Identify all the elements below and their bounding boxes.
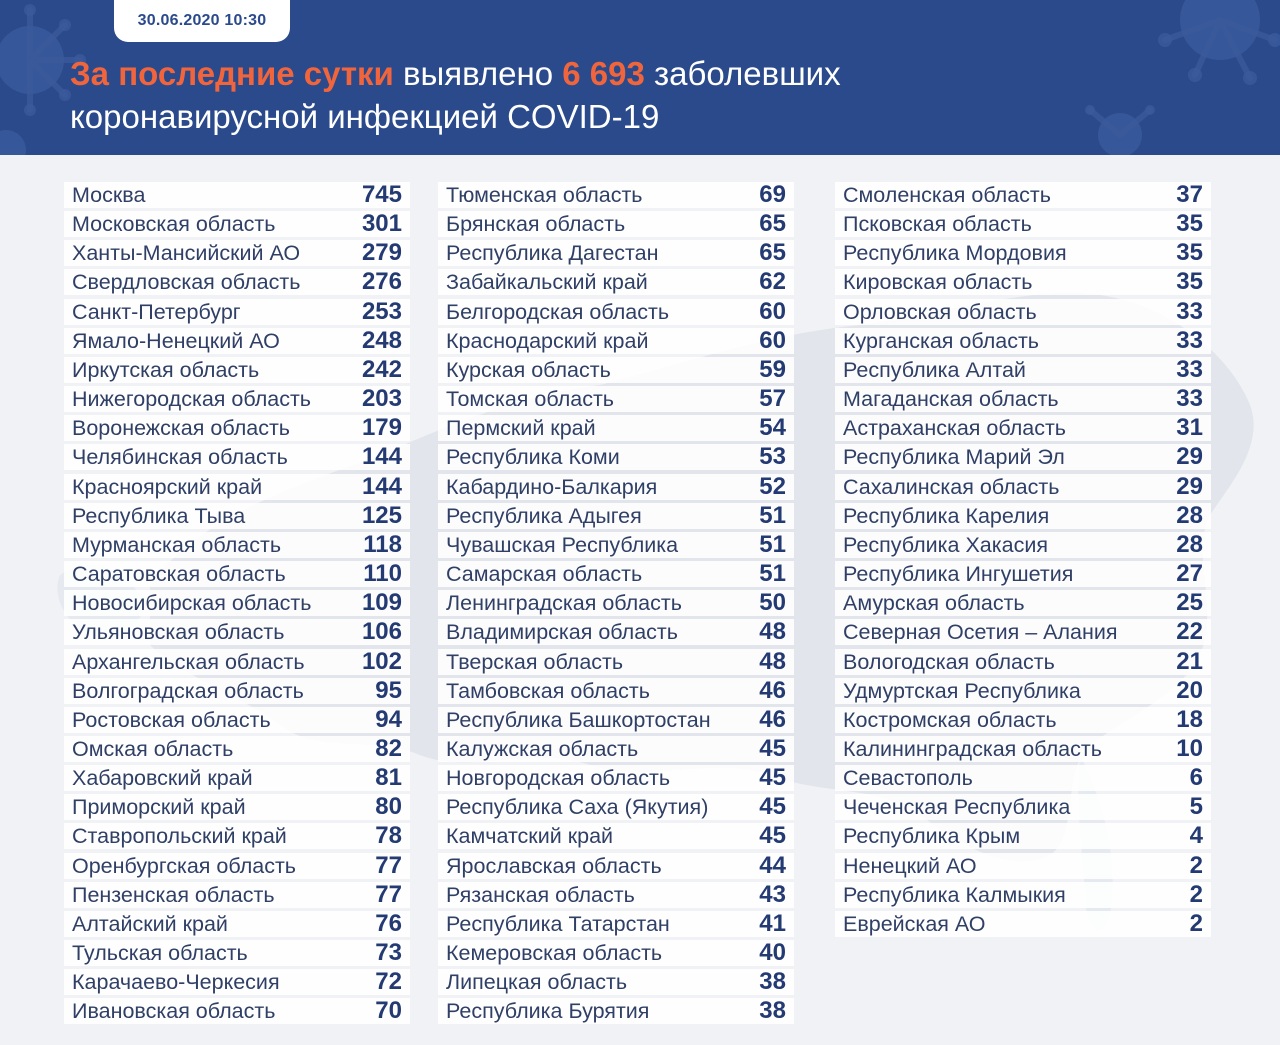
region-name: Мурманская область <box>72 532 282 557</box>
region-name: Республика Крым <box>843 824 1021 849</box>
case-count: 33 <box>1176 385 1203 413</box>
region-row <box>64 328 410 354</box>
case-count: 82 <box>375 734 402 762</box>
headline <box>70 52 1170 138</box>
case-count: 52 <box>759 472 786 500</box>
region-name: Камчатский край <box>446 824 614 849</box>
region-row <box>835 853 1211 879</box>
region-name: Саратовская область <box>72 562 286 587</box>
case-count: 45 <box>759 764 786 792</box>
region-row <box>835 619 1211 645</box>
region-name: Иркутская область <box>72 357 260 382</box>
case-count: 242 <box>361 355 402 383</box>
case-count: 50 <box>759 589 786 617</box>
region-name: Северная Осетия – Алания <box>843 620 1118 645</box>
case-count: 29 <box>1176 472 1203 500</box>
region-name: Забайкальский край <box>446 270 648 295</box>
case-count: 125 <box>361 501 402 529</box>
region-name: Республика Карелия <box>843 503 1050 528</box>
region-name: Самарская область <box>446 562 643 587</box>
region-name: Республика Татарстан <box>446 911 670 936</box>
region-name: Кемеровская область <box>446 941 663 966</box>
case-count: 203 <box>361 385 402 413</box>
region-row <box>64 299 410 325</box>
case-count: 6 <box>1189 764 1203 792</box>
case-count: 70 <box>375 997 402 1025</box>
region-name: Калининградская область <box>843 736 1102 761</box>
region-name: Ставропольский край <box>72 824 287 849</box>
case-count: 51 <box>759 560 786 588</box>
region-name: Республика Бурятия <box>446 999 650 1024</box>
region-name: Пензенская область <box>72 882 275 907</box>
region-name: Амурская область <box>843 591 1025 616</box>
date-badge: 30.06.2020 10:30 <box>114 0 290 42</box>
region-row <box>64 649 410 675</box>
region-column-3 <box>835 182 1211 940</box>
region-name: Республика Саха (Якутия) <box>446 795 709 820</box>
region-row <box>835 240 1211 266</box>
region-row <box>64 853 410 879</box>
region-name: Республика Башкортостан <box>446 707 711 732</box>
region-row <box>438 794 794 820</box>
region-column-1 <box>64 182 410 1028</box>
case-count: 81 <box>375 764 402 792</box>
region-name: Воронежская область <box>72 416 290 441</box>
case-count: 279 <box>361 239 402 267</box>
region-row <box>438 619 794 645</box>
region-row <box>64 386 410 412</box>
case-count: 43 <box>759 880 786 908</box>
case-count: 51 <box>759 501 786 529</box>
region-row <box>64 415 410 441</box>
case-count: 72 <box>375 968 402 996</box>
case-count: 28 <box>1176 501 1203 529</box>
region-name: Владимирская область <box>446 620 678 645</box>
case-count: 57 <box>759 385 786 413</box>
region-row <box>438 969 794 995</box>
case-count: 41 <box>759 909 786 937</box>
case-count: 4 <box>1189 822 1203 850</box>
region-name: Севастополь <box>843 766 973 791</box>
case-count: 2 <box>1189 909 1203 937</box>
region-name: Костромская область <box>843 707 1057 732</box>
region-name: Брянская область <box>446 212 626 237</box>
case-count: 25 <box>1176 589 1203 617</box>
region-row <box>64 911 410 937</box>
case-count: 179 <box>361 414 402 442</box>
case-count: 45 <box>759 793 786 821</box>
region-row <box>835 444 1211 470</box>
region-name: Свердловская область <box>72 270 301 295</box>
region-row <box>438 765 794 791</box>
region-name: Тюменская область <box>446 183 643 207</box>
case-count: 51 <box>759 530 786 558</box>
region-name: Республика Тыва <box>72 503 246 528</box>
case-count: 53 <box>759 443 786 471</box>
case-count: 76 <box>375 909 402 937</box>
case-count: 27 <box>1176 560 1203 588</box>
case-count: 2 <box>1189 851 1203 879</box>
region-row <box>438 532 794 558</box>
region-name: Рязанская область <box>446 882 635 907</box>
region-row <box>438 590 794 616</box>
region-name: Ивановская область <box>72 999 276 1024</box>
case-count: 77 <box>375 880 402 908</box>
case-count: 33 <box>1176 326 1203 354</box>
case-count: 248 <box>361 326 402 354</box>
case-count: 80 <box>375 793 402 821</box>
region-row <box>438 911 794 937</box>
region-row <box>835 649 1211 675</box>
region-row <box>64 940 410 966</box>
region-column-2 <box>438 182 794 1028</box>
region-row <box>64 794 410 820</box>
region-name: Карачаево-Черкесия <box>72 970 280 995</box>
region-name: Тульская область <box>72 941 248 966</box>
region-row <box>438 357 794 383</box>
region-row <box>438 415 794 441</box>
case-count: 73 <box>375 939 402 967</box>
region-row <box>64 998 410 1024</box>
case-count: 22 <box>1176 618 1203 646</box>
region-row <box>835 678 1211 704</box>
region-name: Астраханская область <box>843 416 1066 441</box>
region-name: Республика Дагестан <box>446 241 659 266</box>
case-count: 21 <box>1176 647 1203 675</box>
case-count: 46 <box>759 676 786 704</box>
region-name: Республика Хакасия <box>843 532 1048 557</box>
region-row <box>64 474 410 500</box>
region-row <box>438 998 794 1024</box>
case-count: 60 <box>759 326 786 354</box>
case-count: 109 <box>361 589 402 617</box>
region-name: Кабардино-Балкария <box>446 474 658 499</box>
region-name: Сахалинская область <box>843 474 1060 499</box>
case-count: 5 <box>1189 793 1203 821</box>
case-count: 59 <box>759 355 786 383</box>
region-name: Алтайский край <box>72 911 228 936</box>
region-row <box>438 444 794 470</box>
region-name: Ненецкий АО <box>843 853 977 878</box>
case-count: 62 <box>759 268 786 296</box>
region-name: Омская область <box>72 736 234 761</box>
headline-line-1 <box>70 52 1170 95</box>
region-row <box>835 386 1211 412</box>
region-name: Приморский край <box>72 795 246 820</box>
region-row <box>64 590 410 616</box>
region-name: Липецкая область <box>446 970 628 995</box>
case-count: 94 <box>375 705 402 733</box>
region-name: Удмуртская Республика <box>843 678 1081 703</box>
case-count: 2 <box>1189 880 1203 908</box>
region-name: Чеченская Республика <box>843 795 1071 820</box>
region-row <box>835 299 1211 325</box>
region-row <box>835 882 1211 908</box>
case-count: 54 <box>759 414 786 442</box>
case-count: 45 <box>759 734 786 762</box>
region-row <box>438 328 794 354</box>
region-name: Чувашская Республика <box>446 532 679 557</box>
case-count: 38 <box>759 997 786 1025</box>
region-name: Республика Мордовия <box>843 241 1067 266</box>
region-row <box>64 765 410 791</box>
region-name: Республика Адыгея <box>446 503 642 528</box>
headline-mid: выявлено <box>393 55 563 92</box>
region-row <box>835 590 1211 616</box>
region-row <box>438 853 794 879</box>
region-name: Оренбургская область <box>72 853 296 878</box>
region-name: Республика Калмыкия <box>843 882 1066 907</box>
case-count: 144 <box>361 472 402 500</box>
case-count: 253 <box>361 297 402 325</box>
region-row <box>64 678 410 704</box>
region-row <box>64 561 410 587</box>
region-row <box>64 823 410 849</box>
region-row <box>835 211 1211 237</box>
region-row <box>438 503 794 529</box>
case-count: 35 <box>1176 268 1203 296</box>
case-count: 28 <box>1176 530 1203 558</box>
region-row <box>438 561 794 587</box>
region-name: Московская область <box>72 212 276 237</box>
region-name: Хабаровский край <box>72 766 253 791</box>
region-name: Ханты-Мансийский АО <box>72 241 301 266</box>
region-row <box>835 269 1211 295</box>
region-name: Еврейская АО <box>843 911 986 936</box>
region-name: Ямало-Ненецкий АО <box>72 328 280 353</box>
headline-number: 6 693 <box>562 55 645 92</box>
case-count: 38 <box>759 968 786 996</box>
region-name: Курганская область <box>843 328 1039 353</box>
region-row <box>64 357 410 383</box>
region-row <box>438 823 794 849</box>
region-name: Смоленская область <box>843 183 1051 207</box>
case-count: 46 <box>759 705 786 733</box>
region-row <box>438 474 794 500</box>
header-banner <box>0 0 1280 155</box>
region-row <box>438 649 794 675</box>
region-name: Ростовская область <box>72 707 271 732</box>
region-row <box>64 532 410 558</box>
region-row <box>835 911 1211 937</box>
case-count: 48 <box>759 618 786 646</box>
region-name: Томская область <box>446 387 615 412</box>
region-name: Пермский край <box>446 416 596 441</box>
region-row <box>64 707 410 733</box>
case-count: 110 <box>363 560 402 588</box>
headline-line-2: коронавирусной инфекцией COVID-19 <box>70 98 660 135</box>
region-name: Магаданская область <box>843 387 1059 412</box>
region-row <box>835 765 1211 791</box>
region-name: Новосибирская область <box>72 591 312 616</box>
region-row <box>64 182 410 208</box>
region-row <box>438 240 794 266</box>
case-count: 77 <box>375 851 402 879</box>
region-name: Волгоградская область <box>72 678 304 703</box>
region-name: Орловская область <box>843 299 1037 324</box>
region-name: Курская область <box>446 357 611 382</box>
case-count: 60 <box>759 297 786 325</box>
region-row <box>64 269 410 295</box>
region-name: Республика Алтай <box>843 357 1026 382</box>
region-row <box>835 182 1211 208</box>
case-count: 78 <box>375 822 402 850</box>
region-name: Кировская область <box>843 270 1033 295</box>
region-row <box>64 503 410 529</box>
region-row <box>835 357 1211 383</box>
region-name: Тверская область <box>446 649 624 674</box>
region-row <box>64 736 410 762</box>
region-name: Вологодская область <box>843 649 1055 674</box>
case-count: 10 <box>1176 734 1203 762</box>
region-row <box>835 474 1211 500</box>
case-count: 45 <box>759 822 786 850</box>
case-count: 35 <box>1176 239 1203 267</box>
region-row <box>438 269 794 295</box>
case-count: 65 <box>759 210 786 238</box>
case-count: 40 <box>759 939 786 967</box>
region-row <box>64 240 410 266</box>
region-row <box>438 299 794 325</box>
case-count: 745 <box>361 181 402 208</box>
region-row <box>438 386 794 412</box>
case-count: 48 <box>759 647 786 675</box>
case-count: 102 <box>361 647 402 675</box>
region-row <box>835 823 1211 849</box>
region-name: Белгородская область <box>446 299 670 324</box>
region-row <box>835 503 1211 529</box>
region-name: Тамбовская область <box>446 678 650 703</box>
region-row <box>835 736 1211 762</box>
case-count: 276 <box>361 268 402 296</box>
region-name: Москва <box>72 183 146 207</box>
case-count: 65 <box>759 239 786 267</box>
region-name: Республика Марий Эл <box>843 445 1065 470</box>
region-row <box>438 707 794 733</box>
region-name: Челябинская область <box>72 445 288 470</box>
case-count: 33 <box>1176 355 1203 383</box>
headline-accent: За последние сутки <box>70 55 394 92</box>
region-row <box>64 211 410 237</box>
case-count: 20 <box>1176 676 1203 704</box>
region-name: Ульяновская область <box>72 620 285 645</box>
case-count: 301 <box>361 210 402 238</box>
case-count: 44 <box>759 851 786 879</box>
region-row <box>438 678 794 704</box>
region-name: Ленинградская область <box>446 591 682 616</box>
headline-end: заболевших <box>644 55 841 92</box>
case-count: 69 <box>759 181 786 208</box>
region-row <box>835 794 1211 820</box>
case-count: 33 <box>1176 297 1203 325</box>
case-count: 106 <box>361 618 402 646</box>
case-count: 35 <box>1176 210 1203 238</box>
case-count: 29 <box>1176 443 1203 471</box>
region-name: Нижегородская область <box>72 387 311 412</box>
region-row <box>835 561 1211 587</box>
region-row <box>64 619 410 645</box>
region-name: Новгородская область <box>446 766 671 791</box>
case-count: 118 <box>363 530 402 558</box>
region-name: Псковская область <box>843 212 1032 237</box>
region-name: Ярославская область <box>446 853 662 878</box>
region-row <box>438 940 794 966</box>
case-count: 18 <box>1176 705 1203 733</box>
region-row <box>64 882 410 908</box>
region-row <box>835 707 1211 733</box>
region-row <box>64 444 410 470</box>
region-row <box>438 736 794 762</box>
region-name: Красноярский край <box>72 474 263 499</box>
region-name: Республика Коми <box>446 445 620 470</box>
region-row <box>438 211 794 237</box>
region-name: Краснодарский край <box>446 328 649 353</box>
case-count: 95 <box>375 676 402 704</box>
case-count: 144 <box>361 443 402 471</box>
region-name: Республика Ингушетия <box>843 562 1074 587</box>
region-row <box>835 415 1211 441</box>
case-count: 31 <box>1176 414 1203 442</box>
region-name: Архангельская область <box>72 649 305 674</box>
region-row <box>835 328 1211 354</box>
region-name: Калужская область <box>446 736 639 761</box>
region-row <box>64 969 410 995</box>
region-name: Санкт-Петербург <box>72 299 241 324</box>
region-row <box>438 882 794 908</box>
region-row <box>835 532 1211 558</box>
region-row <box>438 182 794 208</box>
case-count: 37 <box>1176 181 1203 208</box>
